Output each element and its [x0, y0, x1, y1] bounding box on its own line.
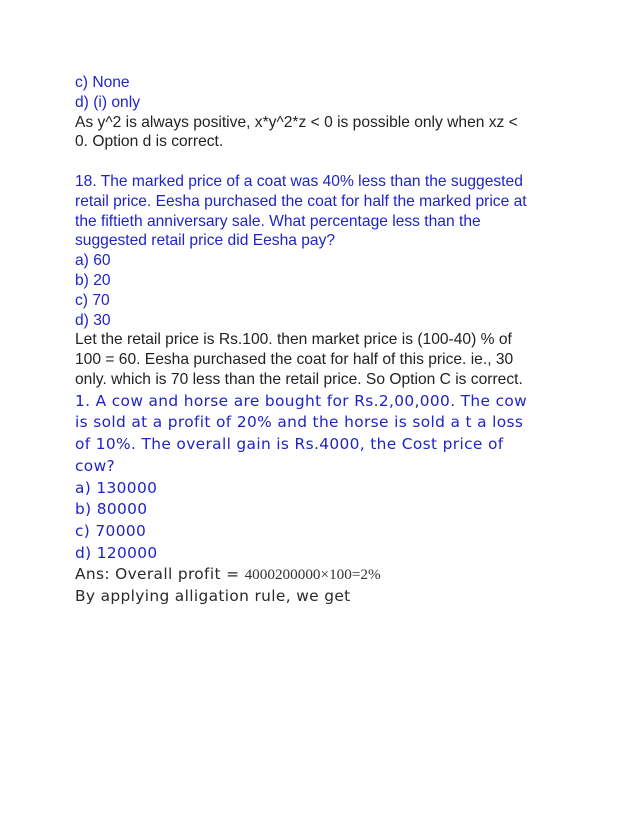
q17-option-c: c) None — [75, 74, 130, 91]
q18-question-line-1: 18. The marked price of a coat was 40% less than the suggested — [75, 172, 523, 190]
q1-question-line-3: of 10%. The overall gain is Rs.4000, the Cost price of — [75, 435, 504, 454]
q1-question-line-1: 1. A cow and horse are bought for Rs.2,00,000. The cow — [75, 391, 528, 410]
q18-option-c: c) 70 — [75, 291, 110, 309]
q18-option-b: b) 20 — [75, 271, 111, 289]
q1-answer-line-2: By applying alligation rule, we get — [75, 586, 351, 605]
q1-answer-line-1 — [75, 564, 575, 586]
q1-option-d: d) 120000 — [75, 543, 158, 562]
q18-question-line-4: suggested retail price did Eesha pay? — [75, 232, 336, 250]
q1-answer-math: 4000200000×100=2% — [244, 566, 381, 584]
q1-question-line-2: is sold at a profit of 20% and the horse is sold a t a loss — [75, 413, 524, 432]
q18-option-d: d) 30 — [75, 311, 111, 329]
q17-answer-line-2: 0. Option d is correct. — [75, 133, 224, 151]
q1-option-c: c) 70000 — [75, 521, 147, 540]
q1-option-b: b) 80000 — [75, 500, 148, 519]
q17-option-d: d) (i) only — [75, 93, 140, 111]
document-content — [75, 73, 575, 608]
q17-answer-line-1: As y^2 is always positive, x*y^2*z < 0 is possible only when xz < — [75, 113, 518, 131]
paragraph-gap — [75, 152, 575, 172]
q18-question-line-3: the fiftieth anniversary sale. What percentage less than the — [75, 212, 481, 230]
q18-answer-line-1: Let the retail price is Rs.100. then market price is (100-40) % of — [75, 331, 512, 349]
q18-option-a: a) 60 — [75, 252, 111, 270]
q1-question-line-4: cow? — [75, 456, 116, 475]
q18-answer-line-3: only. which is 70 less than the retail price. So Option C is correct. — [75, 370, 523, 388]
q1-option-a: a) 130000 — [75, 478, 158, 497]
q18-answer-line-2: 100 = 60. Eesha purchased the coat for half of this price. ie., 30 — [75, 351, 514, 369]
q18-question-line-2: retail price. Eesha purchased the coat for half the marked price at — [75, 192, 527, 210]
q1-answer-prefix: Ans: Overall profit = — [75, 565, 245, 584]
